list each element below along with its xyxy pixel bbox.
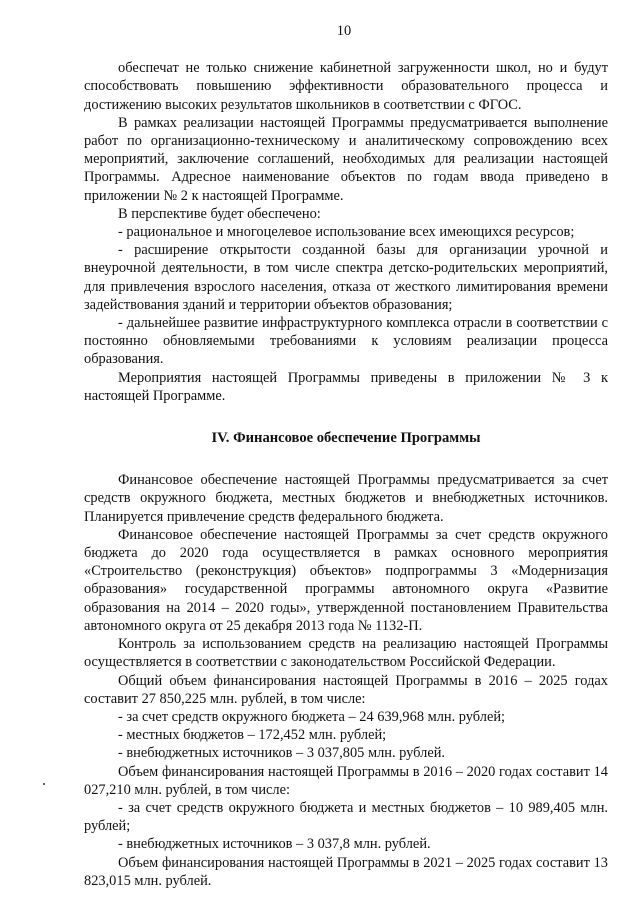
page-number: 10	[336, 23, 352, 39]
paragraph-period-2016-2020: Объем финансирования настоящей Программы в 2016 – 2020 годах составит 14 027,210 млн. рублей, в том числе:	[84, 763, 608, 798]
list-item-resources: - рациональное и многоцелевое использование всех имеющихся ресурсов;	[118, 224, 575, 241]
document-page	[84, 22, 608, 890]
paragraph-continuation: обеспечат не только снижение кабинетной загруженности школ, но и будут способствовать повышению эффективности образовательного процесса и достижению высоких результатов школьников в соответствии с ФГОС.	[84, 60, 608, 113]
paragraph-program-works: В рамках реализации настоящей Программы предусматривается выполнение работ по организационно-техническому и аналитическому сопровождению всех мероприятий, заключение соглашений, необходимых для реализации настоящей Программы. Адресное наименование объектов по годам ввода приведено в приложении № 2 к настоящей Программе.	[84, 114, 608, 204]
list-item-infrastructure: - дальнейшее развитие инфраструктурного комплекса отрасли в соответствии с постоянно обновляемыми требованиями к условиям реализации процесса образования.	[84, 315, 608, 368]
paragraph-district-budget: Финансовое обеспечение настоящей Программы за счет средств окружного бюджета до 2020 года осуществляется в рамках основного мероприятия «Строительство (реконструкция) объектов» подпрограммы 3 «Модернизация образования» государственной программы автономного округа «Развитие образования на 2014 – 2020 годы», утвержденной постановлением Правительства автономного округа от 25 декабря 2013 года № 1132-П.	[84, 526, 608, 634]
section-heading: IV. Финансовое обеспечение Программы	[211, 430, 481, 447]
list-item-openness: - расширение открытости созданной базы для организации урочной и внеурочной деятельности, в том числе спектра детско-родительских мероприятий, для привлечения взрослого населения, отказа от жесткого лимитирования времени задействования зданий и территории объектов образования;	[84, 242, 608, 313]
list-item-extrabudgetary: - внебюджетных источников – 3 037,805 млн. рублей.	[118, 745, 446, 762]
list-item-budgets-2016-2020: - за счет средств окружного бюджета и местных бюджетов – 10 989,405 млн. рублей;	[84, 799, 608, 835]
scan-speck	[43, 783, 45, 785]
paragraph-measures: Мероприятия настоящей Программы приведены в приложении № 3 к настоящей Программе.	[84, 369, 608, 404]
paragraph-period-2021-2025: Объем финансирования настоящей Программы в 2021 – 2025 годах составит 13 823,015 млн. рублей.	[84, 854, 608, 889]
list-item-local-budgets: - местных бюджетов – 172,452 млн. рублей;	[118, 727, 387, 744]
paragraph-perspective-intro: В перспективе будет обеспечено:	[118, 205, 321, 222]
list-item-extrabudgetary-2016-2020: - внебюджетных источников – 3 037,8 млн. рублей.	[118, 836, 431, 853]
paragraph-total-volume: Общий объем финансирования настоящей Программы в 2016 – 2025 годах составит 27 850,225 млн. рублей, в том числе:	[84, 672, 608, 707]
paragraph-control: Контроль за использованием средств на реализацию настоящей Программы осуществляется в соответствии с законодательством Российской Федерации.	[84, 636, 608, 671]
list-item-district-budget: - за счет средств окружного бюджета – 24 639,968 млн. рублей;	[118, 708, 506, 725]
paragraph-finance-sources: Финансовое обеспечение настоящей Программы предусматривается за счет средств окружного бюджета, местных бюджетов и внебюджетных источников. Планируется привлечение средств федерального бюджета.	[84, 472, 608, 525]
